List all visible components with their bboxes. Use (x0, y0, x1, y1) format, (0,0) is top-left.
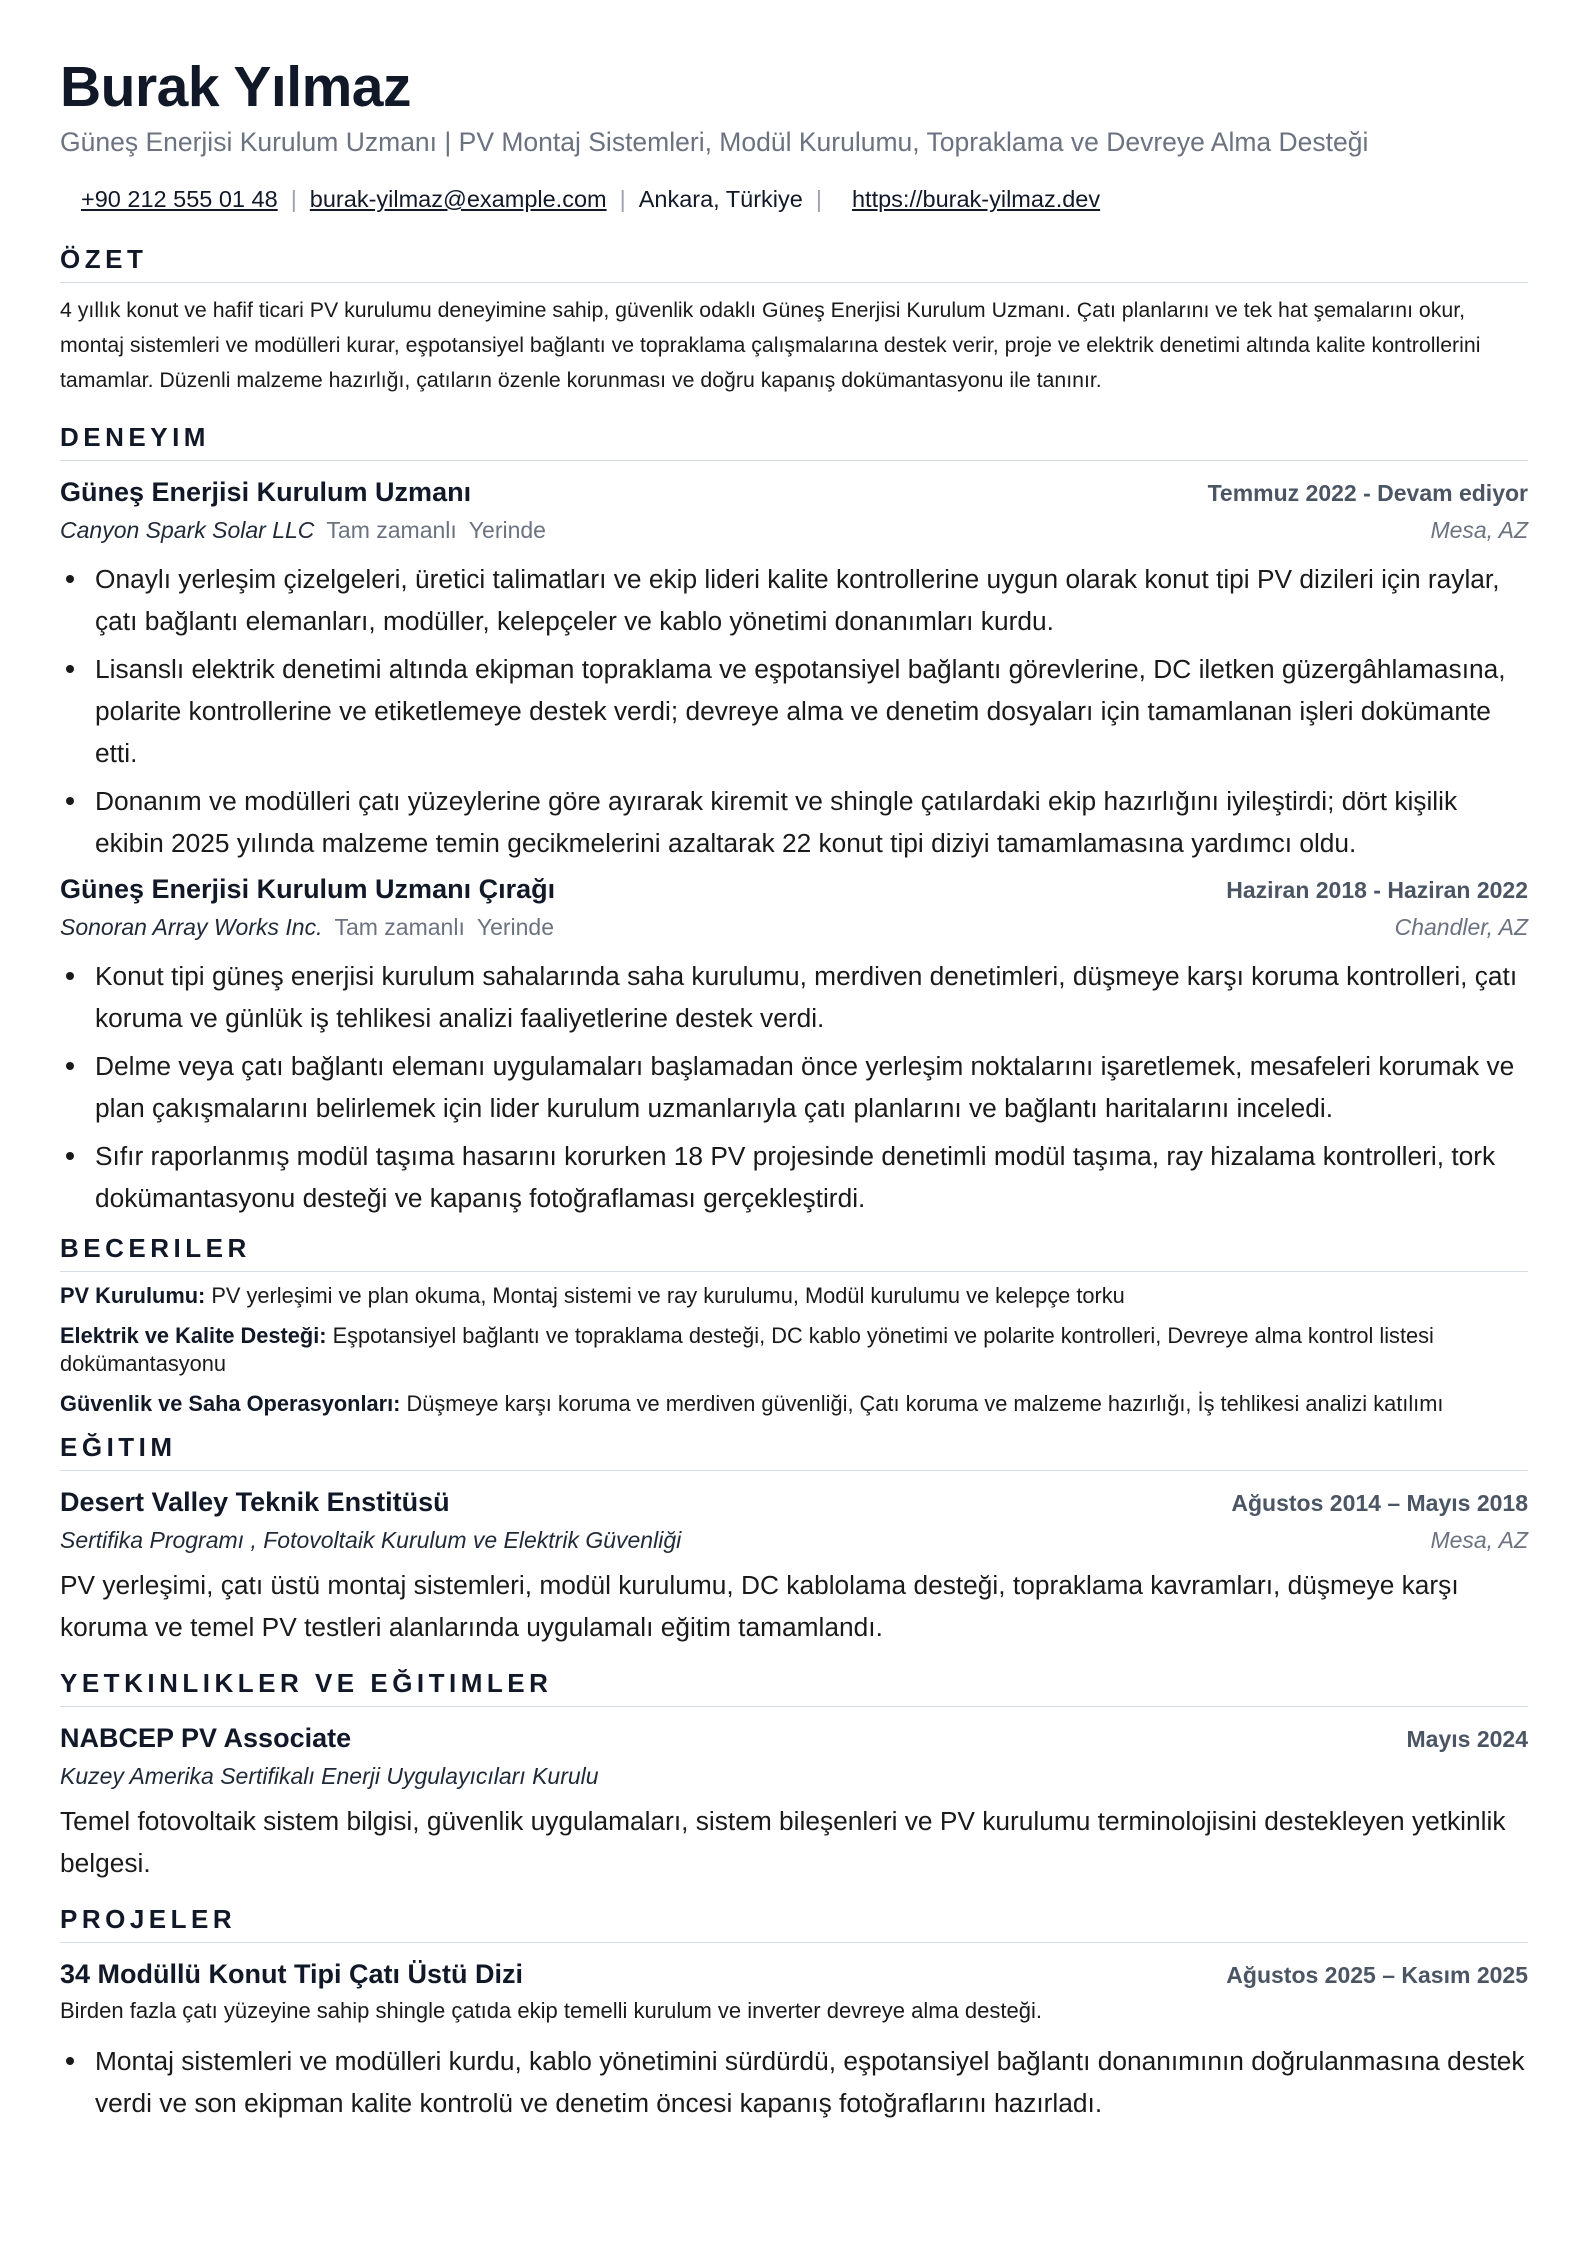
job-entry (60, 870, 1528, 1219)
job-location: Chandler, AZ (1394, 914, 1528, 940)
certification-name: NABCEP PV Associate (60, 1723, 352, 1753)
certification-date: Mayıs 2024 (1406, 1726, 1528, 1752)
project-bullets (60, 2040, 1528, 2124)
job-title: Güneş Enerjisi Kurulum Uzmanı Çırağı (60, 874, 556, 904)
project-description: Birden fazla çatı yüzeyine sahip shingle çatıda ekip temelli kurulum ve inverter devreye alma desteği. (60, 1998, 1042, 2023)
bullet-item: Lisanslı elektrik denetimi altında ekipman topraklama ve eşpotansiyel bağlantı görevlerine, DC iletken güzergâhlamasına, polarite kontrollerine ve etiketlemeye destek verdi; devreye alma ve denetim dosyaları için tamamlanan işleri dokümante etti. (60, 648, 1528, 774)
section-title-projects: PROJELER (60, 1902, 1528, 1943)
section-title-certifications: YETKINLIKLER VE EĞITIMLER (60, 1666, 1528, 1707)
education-section (60, 1430, 1528, 1648)
bullet-item: Montaj sistemleri ve modülleri kurdu, kablo yönetimini sürdürdü, eşpotansiyel bağlantı donanımının doğrulanmasına destek verdi ve son ekipman kalite kontrolü ve denetim öncesi kapanış fotoğraflarını hazırladı. (60, 2040, 1528, 2124)
job-title: Güneş Enerjisi Kurulum Uzmanı (60, 477, 472, 507)
job-header (60, 870, 1528, 909)
job-header (60, 473, 1528, 512)
skill-group (60, 1322, 1528, 1378)
education-location: Mesa, AZ (1430, 1527, 1528, 1553)
bullet-item: Konut tipi güneş enerjisi kurulum sahalarında saha kurulumu, merdiven denetimleri, düşmeye karşı koruma kontrolleri, çatı koruma ve günlük iş tehlikesi analizi faaliyetlerine destek verdi. (60, 955, 1528, 1039)
education-entry (60, 1483, 1528, 1648)
phone-link[interactable]: +90 212 555 01 48 (81, 186, 278, 212)
job-type: Tam zamanlı (326, 517, 457, 543)
job-location: Mesa, AZ (1430, 517, 1528, 543)
job-entry (60, 473, 1528, 864)
candidate-headline: Güneş Enerjisi Kurulum Uzmanı | PV Montaj Sistemleri, Modül Kurulumu, Topraklama ve Devreye Alma Desteği (60, 127, 1369, 157)
location-text: Ankara, Türkiye (638, 186, 803, 212)
contact-separator: | (290, 186, 297, 212)
contact-separator: | (619, 186, 626, 212)
job-bullets (60, 558, 1528, 864)
bullet-item: Donanım ve modülleri çatı yüzeylerine göre ayırarak kiremit ve shingle çatılardaki ekip hazırlığını iyileştirdi; dört kişilik ekibin 2025 yılında malzeme temin gecikmelerini azaltarak 22 konut tipi diziyi tamamlamasına yardımcı oldu. (60, 780, 1528, 864)
section-title-skills: BECERILER (60, 1231, 1528, 1272)
contact-separator: | (815, 186, 822, 212)
skill-group-items: Eşpotansiyel bağlantı ve topraklama desteği, DC kablo yönetimi ve polarite kontrolleri, Devreye alma kontrol listesi dokümantasyonu (60, 1323, 1434, 1376)
skill-group-label: Elektrik ve Kalite Desteği: (60, 1323, 327, 1348)
job-mode: Yerinde (476, 914, 555, 940)
section-title-education: EĞITIM (60, 1430, 1528, 1471)
section-title-summary: ÖZET (60, 242, 1528, 283)
resume-header (60, 52, 1528, 216)
bullet-item: Sıfır raporlanmış modül taşıma hasarını korurken 18 PV projesinde denetimli modül taşıma, ray hizalama kontrolleri, tork dokümantasyonu desteği ve kapanış fotoğraflaması gerçekleştirdi. (60, 1135, 1528, 1219)
skills-section (60, 1231, 1528, 1418)
bullet-item: Delme veya çatı bağlantı elemanı uygulamaları başlamadan önce yerleşim noktalarını işaretlemek, mesafeleri korumak ve plan çakışmalarını belirlemek için lider kurulum uzmanlarıyla çatı planlarını ve bağlantı haritalarını inceledi. (60, 1045, 1528, 1129)
website-link[interactable]: https://burak-yilmaz.dev (851, 186, 1101, 212)
job-subheader (60, 909, 1528, 945)
skill-group (60, 1282, 1528, 1310)
skill-group-items: PV yerleşimi ve plan okuma, Montaj sistemi ve ray kurulumu, Modül kurulumu ve kelepçe torku (211, 1283, 1125, 1308)
certification-entry (60, 1719, 1528, 1884)
job-date: Haziran 2018 - Haziran 2022 (1226, 877, 1528, 903)
job-date: Temmuz 2022 - Devam ediyor (1207, 480, 1528, 506)
skill-group-label: Güvenlik ve Saha Operasyonları: (60, 1391, 401, 1416)
project-name: 34 Modüllü Konut Tipi Çatı Üstü Dizi (60, 1959, 523, 1989)
summary-section (60, 242, 1528, 398)
school-name: Desert Valley Teknik Enstitüsü (60, 1487, 450, 1517)
certifications-section (60, 1666, 1528, 1884)
email-link[interactable]: burak-yilmaz@example.com (309, 186, 607, 212)
education-program: Sertifika Programı , Fotovoltaik Kurulum ve Elektrik Güvenliği (60, 1527, 682, 1553)
skill-group-label: PV Kurulumu: (60, 1283, 206, 1308)
job-company: Canyon Spark Solar LLC (60, 517, 315, 543)
certification-header (60, 1719, 1528, 1758)
job-company: Sonoran Array Works Inc. (60, 914, 323, 940)
experience-section (60, 420, 1528, 1219)
job-type: Tam zamanlı (334, 914, 465, 940)
job-company-line (60, 512, 546, 548)
certification-subheader (60, 1758, 1528, 1794)
project-date: Ağustos 2025 – Kasım 2025 (1226, 1962, 1528, 1988)
projects-section (60, 1902, 1528, 2124)
job-mode: Yerinde (468, 517, 546, 543)
contact-bar (60, 182, 1528, 216)
education-subheader (60, 1522, 1528, 1558)
skill-group-items: Düşmeye karşı koruma ve merdiven güvenliği, Çatı koruma ve malzeme hazırlığı, İş tehlikesi analizi katılımı (406, 1391, 1444, 1416)
certification-description: Temel fotovoltaik sistem bilgisi, güvenlik uygulamaları, sistem bileşenleri ve PV kurulumu terminolojisini destekleyen yetkinlik belgesi. (60, 1806, 1506, 1878)
job-company-line (60, 909, 554, 945)
job-bullets (60, 955, 1528, 1219)
education-description: PV yerleşimi, çatı üstü montaj sistemleri, modül kurulumu, DC kablolama desteği, topraklama kavramları, düşmeye karşı koruma ve temel PV testleri alanlarında uygulamalı eğitim tamamlandı. (60, 1570, 1459, 1642)
candidate-name: Burak Yılmaz (60, 55, 411, 119)
skills-list (60, 1282, 1528, 1418)
project-entry (60, 1955, 1528, 2124)
summary-text: 4 yıllık konut ve hafif ticari PV kurulumu deneyimine sahip, güvenlik odaklı Güneş Enerjisi Kurulum Uzmanı. Çatı planlarını ve tek hat şemalarını okur, montaj sistemleri ve modülleri kurar, eşpotansiyel bağlantı ve topraklama çalışmalarına destek verir, proje ve elektrik denetimi altında kalite kontrollerini tamamlar. Düzenli malzeme hazırlığı, çatıların özenle korunması ve doğru kapanış dokümantasyonu ile tanınır. (60, 298, 1481, 392)
education-header (60, 1483, 1528, 1522)
section-title-experience: DENEYIM (60, 420, 1528, 461)
bullet-item: Onaylı yerleşim çizelgeleri, üretici talimatları ve ekip lideri kalite kontrollerine uygun olarak konut tipi PV dizileri için raylar, çatı bağlantı elemanları, modüller, kelepçeler ve kablo yönetimi donanımları kurdu. (60, 558, 1528, 642)
skill-group (60, 1390, 1528, 1418)
project-header (60, 1955, 1528, 1994)
certification-issuer: Kuzey Amerika Sertifikalı Enerji Uygulayıcıları Kurulu (60, 1763, 599, 1789)
job-subheader (60, 512, 1528, 548)
education-date: Ağustos 2014 – Mayıs 2018 (1231, 1490, 1528, 1516)
